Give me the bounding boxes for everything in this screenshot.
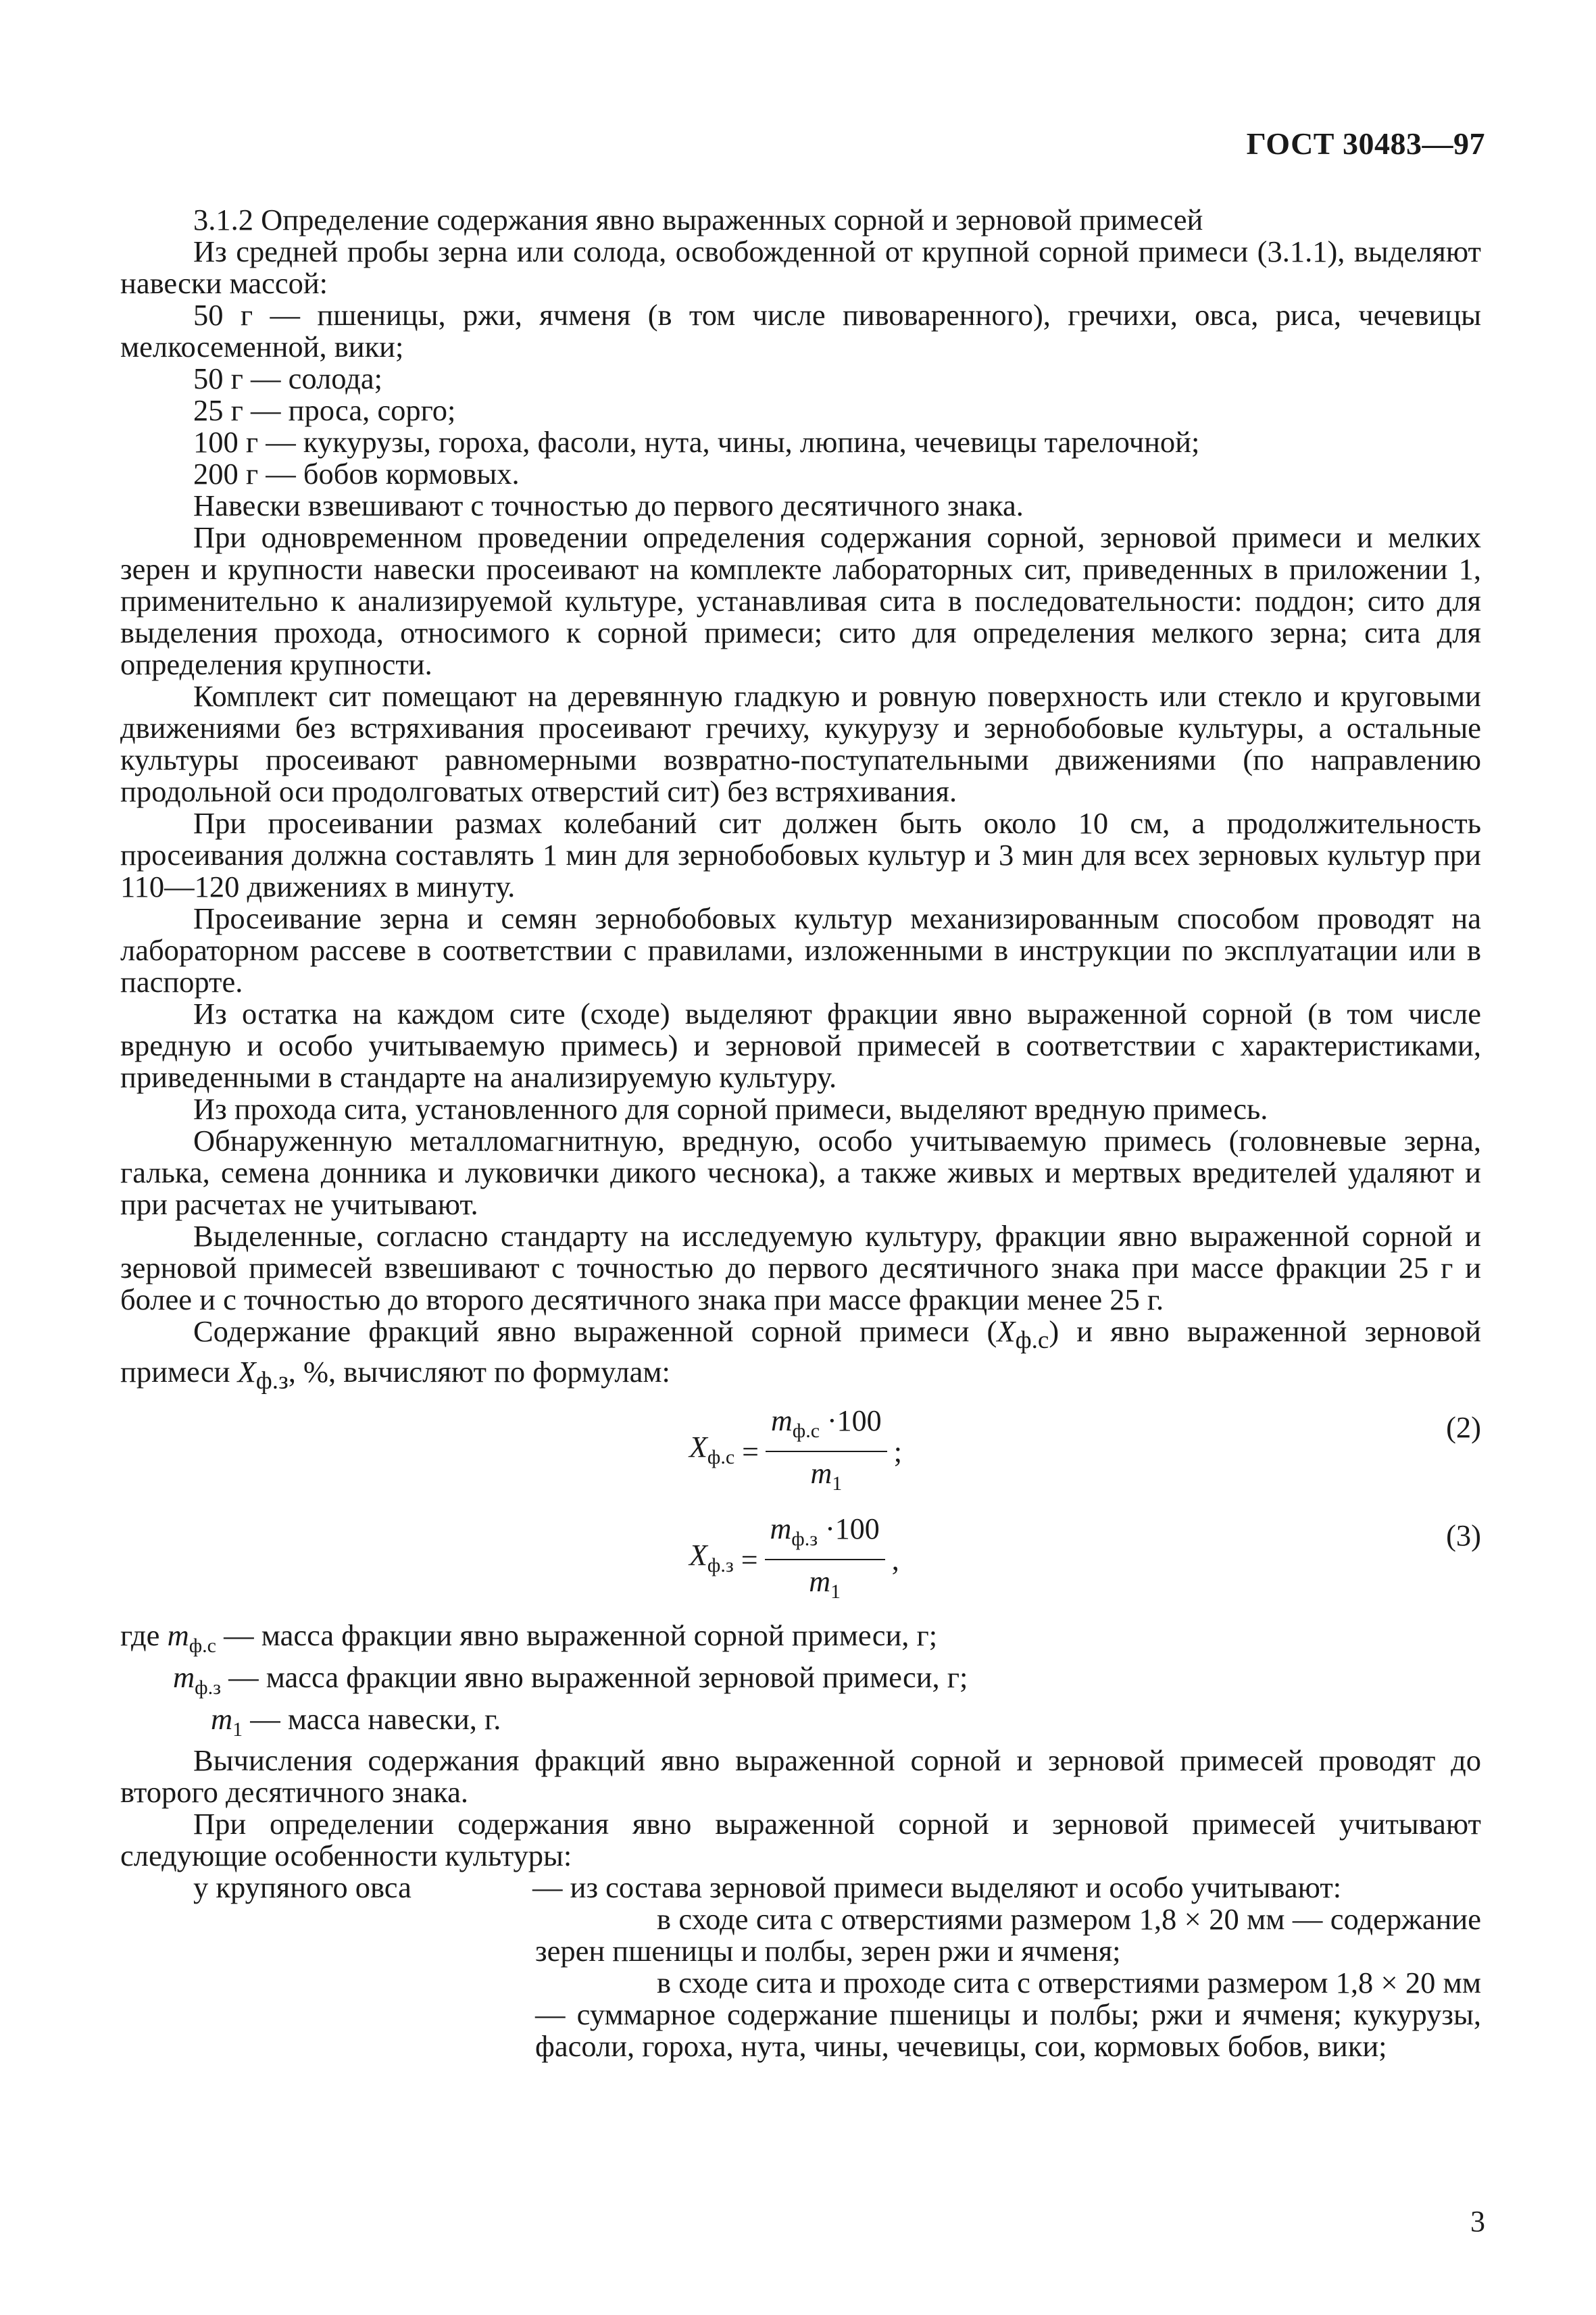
- numerator: [765, 1513, 885, 1560]
- formula-number: (2): [1446, 1410, 1481, 1444]
- paragraph: Из остатка на каждом сите (сходе) выделяют фракции явно выраженной сорной (в том числе вредную и особо учитываемую примесь) и зерновой примесей в соответствии с характеристиками, приведенными в стандарте на анализируемую культуру.: [120, 997, 1481, 1094]
- subscript: ф.с: [707, 1445, 735, 1468]
- text-run: Содержание фракций явно выраженной сорной примеси (: [193, 1314, 997, 1348]
- feature-item: в сходе сита с отверстиями размером 1,8 × 20 мм — содержание зерен пшеницы и полбы, зерен ржи и ячменя;: [535, 1902, 1481, 1968]
- where-line-1: [120, 1620, 1481, 1662]
- formula-punctuation: ;: [893, 1435, 902, 1469]
- feature-intro: — из состава зерновой примеси выделяют и особо учитывают:: [532, 1870, 1342, 1905]
- paragraph: Вычисления содержания фракций явно выраженной сорной и зерновой примесей проводят до второго десятичного знака.: [120, 1743, 1481, 1810]
- list-item: 50 г — солода;: [193, 362, 382, 395]
- subscript: ф.з: [707, 1553, 734, 1576]
- feature-item: в сходе сита и проходе сита с отверстиями размером 1,8 × 20 мм — суммарное содержание пшеницы и полбы; ржи и ячменя; кукурузы, фасоли, гороха, нута, чины, чечевицы, сои, кормовых бобов, вики;: [535, 1966, 1481, 2064]
- subscript: ф.з: [195, 1676, 221, 1699]
- paragraph: Из прохода сита, установленного для сорной примеси, выделяют вредную примесь.: [193, 1092, 1268, 1126]
- formula-punctuation: ,: [891, 1543, 899, 1577]
- subscript: ф.с: [792, 1419, 820, 1442]
- symbol-x: X: [237, 1354, 256, 1389]
- denominator: [810, 1452, 842, 1499]
- where-text: — масса фракции явно выраженной сорной примеси, г;: [216, 1618, 938, 1652]
- text-run: , %, вычисляют по формулам:: [288, 1354, 670, 1389]
- section-heading: 3.1.2 Определение содержания явно выраженных сорной и зерновой примесей: [193, 203, 1203, 237]
- equals-sign: =: [734, 1435, 759, 1469]
- subscript: 1: [830, 1580, 841, 1603]
- multiplier: ·100: [818, 1512, 880, 1545]
- multiplier: ·100: [820, 1403, 882, 1437]
- symbol-m: m: [770, 1403, 793, 1437]
- fraction: [766, 1405, 887, 1499]
- feature-items: [120, 1903, 1481, 2062]
- paragraph: При одновременном проведении определения содержания сорной, зерновой примеси и мелких зерен и крупности навески просеивают на комплекте лабораторных сит, приведенных в приложении 1, применительно к анализируемой культуре, устанавливая сита в последовательности: поддон; сито для выделения прохода, относимого к сорной примеси; сито для определения мелкого зерна; сита для определения крупности.: [120, 520, 1481, 681]
- paragraph: Комплект сит помещают на деревянную гладкую и ровную поверхность или стекло и круговыми движениями без встряхивания просеивают гречиху, кукурузу и зернобобовые культуры, а остальные культуры просеивают равномерными возвратно-поступательными движениями (по направлению продольной оси продолговатых отверстий сит) без встряхивания.: [120, 679, 1481, 808]
- list-item: 100 г — кукурузы, гороха, фасоли, нута, чины, люпина, чечевицы тарелочной;: [193, 425, 1200, 459]
- denominator: [809, 1560, 841, 1608]
- feature-culture: у крупяного овса: [193, 1870, 412, 1905]
- symbol-m: m: [211, 1701, 233, 1736]
- formula-number: (3): [1446, 1518, 1481, 1552]
- symbol-x: X: [997, 1314, 1016, 1348]
- paragraph: Навески взвешивают с точностью до первого десятичного знака.: [193, 489, 1024, 522]
- symbol-m: m: [809, 1564, 831, 1598]
- list-item: 25 г — проса, сорго;: [193, 393, 456, 427]
- where-text: — масса фракции явно выраженной зерновой примеси, г;: [220, 1660, 968, 1694]
- list-item: 50 г — пшеницы, ржи, ячменя (в том числе пивоваренного), гречихи, овса, риса, чечевицы мелкосеменной, вики;: [120, 298, 1481, 364]
- symbol-m: m: [167, 1618, 189, 1652]
- symbol-m: m: [173, 1660, 195, 1694]
- symbol-x: X: [689, 1538, 707, 1572]
- subscript: ф.с: [1015, 1326, 1049, 1354]
- paragraph: Просеивание зерна и семян зернобобовых культур механизированным способом проводят на лабораторном рассеве в соответствии с правилами, изложенными в инструкции по эксплуатации или в паспорте.: [120, 901, 1481, 999]
- feature-row: [120, 1872, 1481, 1903]
- fraction: [765, 1513, 885, 1608]
- paragraph: При просеивании размах колебаний сит должен быть около 10 см, а продолжительность просеивания должна составлять 1 мин для зернобобовых культур и 3 мин для всех зерновых культур при 110—120 движениях в минуту.: [120, 806, 1481, 903]
- paragraph: При определении содержания явно выраженной сорной и зерновой примесей учитывают следующие особенности культуры:: [120, 1807, 1481, 1873]
- formula-2: [120, 1402, 1481, 1502]
- standard-header: ГОСТ 30483—97: [1246, 126, 1485, 161]
- paragraph: Из средней пробы зерна или солода, освобожденной от крупной сорной примеси (3.1.1), выделяют навески массой:: [120, 234, 1481, 300]
- formula-lhs: [689, 1539, 734, 1581]
- paragraph: Выделенные, согласно стандарту на исследуемую культуру, фракции явно выраженной сорной и зерновой примесей взвешивают с точностью до первого десятичного знака при массе фракции 25 г и более и с точностью до второго десятичного знака при массе фракции менее 25 г.: [120, 1219, 1481, 1316]
- where-line-2: [120, 1662, 1481, 1703]
- document-body: [120, 204, 1481, 2062]
- where-text: — масса навески, г.: [243, 1701, 501, 1736]
- symbol-m: m: [810, 1456, 832, 1490]
- page-number: 3: [1470, 2205, 1485, 2238]
- formula-intro-paragraph: [120, 1316, 1481, 1397]
- where-prefix: где: [120, 1618, 160, 1652]
- numerator: [766, 1405, 887, 1452]
- formula-expression: [689, 1510, 899, 1610]
- subscript: ф.с: [189, 1634, 216, 1657]
- text-run: ) и явно выраженной зерновой примеси: [120, 1314, 1481, 1389]
- formula-expression: [689, 1402, 902, 1502]
- formula-lhs: [689, 1431, 734, 1473]
- symbol-m: m: [770, 1512, 792, 1545]
- equals-sign: =: [733, 1543, 758, 1577]
- subscript: ф.з: [255, 1366, 289, 1395]
- list-item: 200 г — бобов кормовых.: [193, 457, 520, 491]
- paragraph: Обнаруженную металломагнитную, вредную, особо учитываемую примесь (головневые зерна, галька, семена донника и луковички дикого чеснока), а также живых и мертвых вредителей удаляют и при расчетах не учитывают.: [120, 1124, 1481, 1221]
- subscript: 1: [232, 1718, 243, 1741]
- subscript: ф.з: [791, 1527, 818, 1550]
- symbol-x: X: [689, 1430, 707, 1464]
- subscript: 1: [832, 1472, 843, 1495]
- where-line-3: [120, 1703, 1481, 1745]
- formula-3: [120, 1510, 1481, 1610]
